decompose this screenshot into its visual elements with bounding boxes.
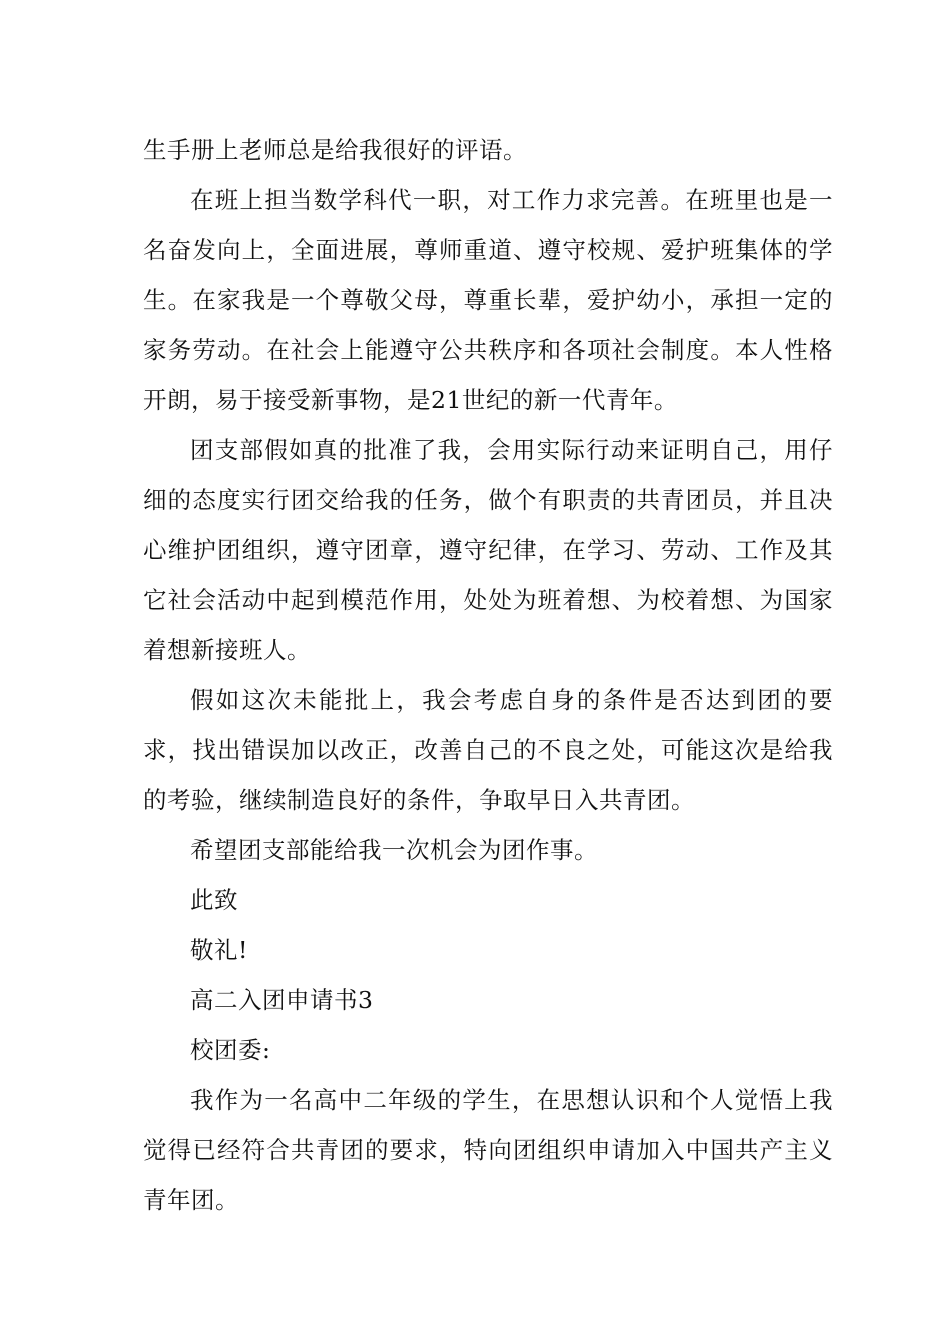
addressee: 校团委: bbox=[190, 1036, 271, 1064]
closing-respect: 敬礼! bbox=[190, 936, 248, 964]
section-heading: 高二入团申请书3 bbox=[190, 986, 374, 1014]
paragraph-if-rejected: 假如这次未能批上，我会考虑自身的条件是否达到团的要求，找出错误加以改正，改善自己的不良之处，可能这次是给我的考验，继续制造良好的条件，争取早日入共青团。 bbox=[143, 686, 833, 814]
paragraph-application: 我作为一名高中二年级的学生，在思想认识和个人觉悟上我觉得已经符合共青团的要求，特向团组织申请加入中国共产主义青年团。 bbox=[143, 1086, 833, 1214]
document-body bbox=[143, 125, 833, 1225]
closing-salutation: 此致 bbox=[190, 886, 238, 914]
paragraph-continuation: 生手册上老师总是给我很好的评语。 bbox=[143, 136, 527, 164]
paragraph-commitment: 团支部假如真的批准了我，会用实际行动来证明自己，用仔细的态度实行团交给我的任务，做个有职责的共青团员，并且决心维护团组织，遵守团章，遵守纪律，在学习、劳动、工作及其它社会活动中起到模范作用，处处为班着想、为校着想、为国家着想新接班人。 bbox=[143, 436, 833, 664]
paragraph-hope: 希望团支部能给我一次机会为团作事。 bbox=[190, 836, 598, 864]
paragraph-class-duty: 在班上担当数学科代一职，对工作力求完善。在班里也是一名奋发向上，全面进展，尊师重道、遵守校规、爱护班集体的学生。在家我是一个尊敬父母，尊重长辈，爱护幼小，承担一定的家务劳动。在社会上能遵守公共秩序和各项社会制度。本人性格开朗，易于接受新事物，是21世纪的新一代青年。 bbox=[143, 186, 833, 414]
